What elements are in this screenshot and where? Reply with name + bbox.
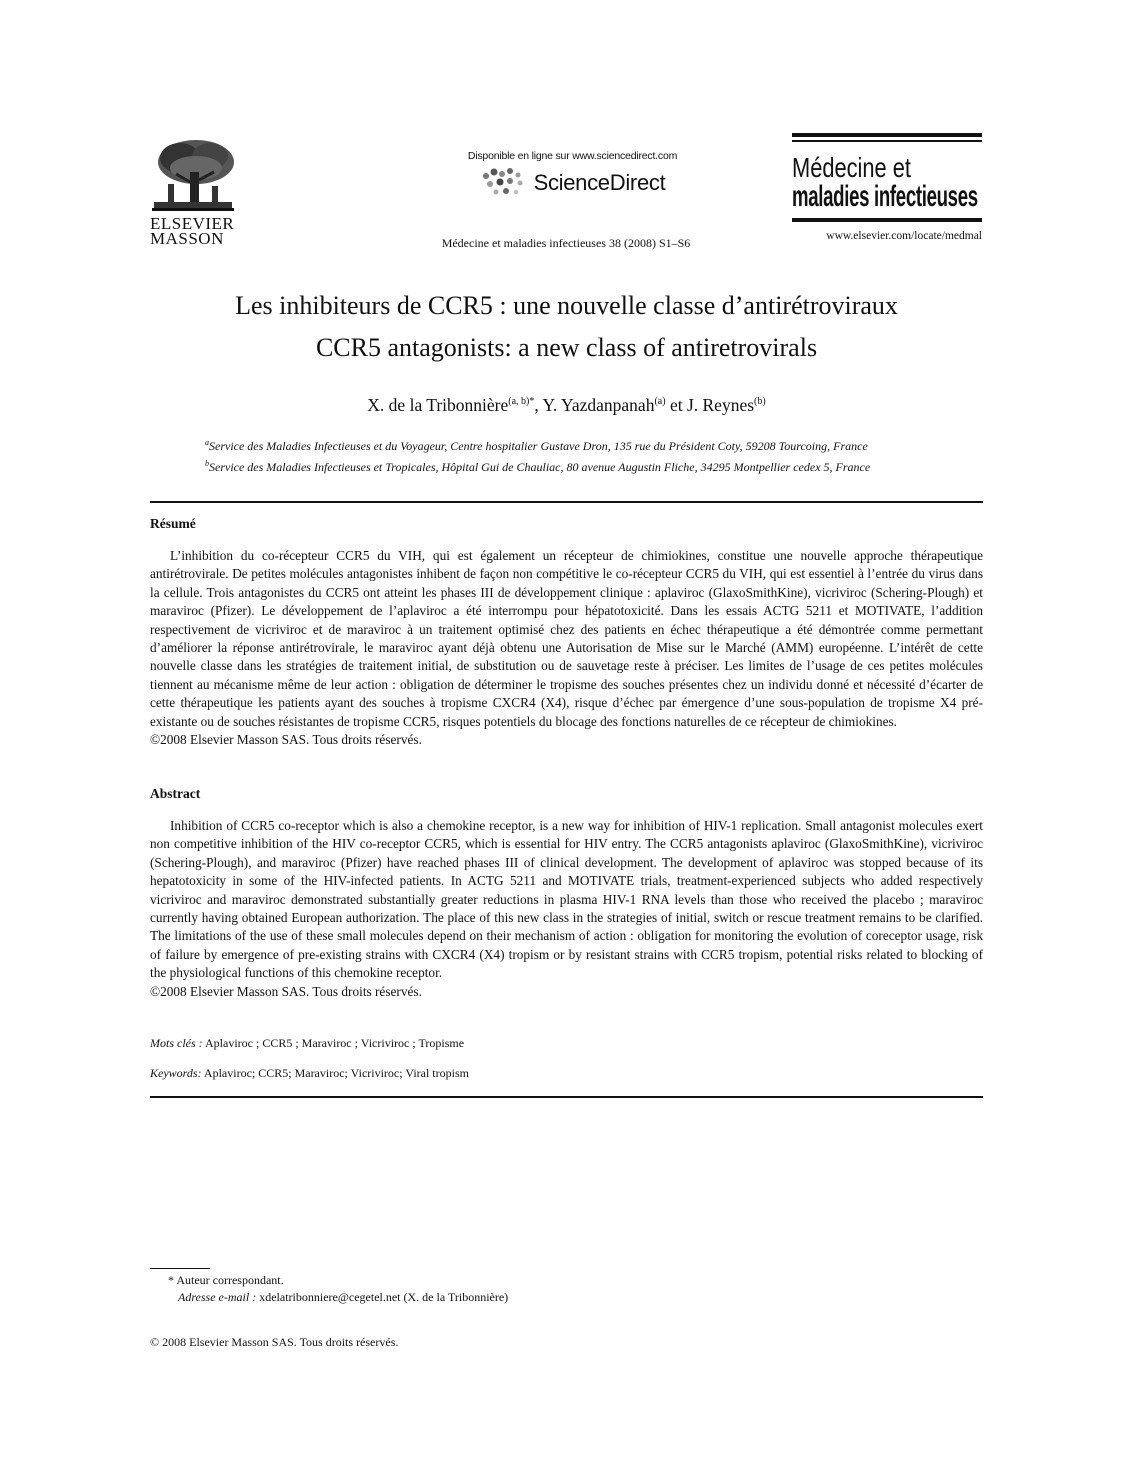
footnote-rule xyxy=(150,1268,210,1269)
abstract-body xyxy=(150,817,983,1001)
author-name: J. Reynes xyxy=(686,395,755,415)
sciencedirect-dots-icon xyxy=(480,166,528,200)
email-line xyxy=(150,1289,508,1306)
keywords-french-values: Aplaviroc ; CCR5 ; Maraviroc ; Vicriviroc ; Tropisme xyxy=(205,1036,465,1050)
author-list xyxy=(0,395,1133,416)
affiliation-text: Service des Maladies Infectieuses et Tropicales, Hôpital Gui de Chauliac, 80 avenue Augustin Fliche, 34295 Montpellier cedex 5, France xyxy=(209,460,871,474)
affiliation-b xyxy=(205,455,929,476)
elsevier-tree-icon xyxy=(150,138,236,214)
publisher-name-line2: MASSON xyxy=(150,229,224,248)
resume-text: L’inhibition du co-récepteur CCR5 du VIH, qui est également un récepteur de chimiokines, constitue une nouvelle approche thérapeutique antirétrovirale. De petites molécules antagonistes inhibent de façon non compétitive le co-récepteur CCR5 du VIH, qui est essentiel à l’entrée du virus dans la cellule. Trois antagonistes du CCR5 ont atteint les phases III de développement clinique : aplaviroc (GlaxoSmithKine), vicriviroc (Schering-Plough) et maraviroc (Pfizer). Le développement de l’aplaviroc a été interrompu pour hépatotoxicité. Dans les essais ACTG 5211 et MOTIVATE, l’addition respectivement de vicriviroc et de maraviroc à un traitement optimisé chez des patients en échec thérapeutique a été démontrée comme permettant d’améliorer la réponse antirétrovirale, le maraviroc ayant déjà obtenu une Autorisation de Mise sur le Marché (AMM) européenne. L’intérêt de cette nouvelle classe dans les stratégies de traitement initial, de substitution ou de sauvetage reste à préciser. Les limites de l’usage de ces petites molécules tiennent au mécanisme même de leur action : obligation de déterminer le tropisme des souches présentes chez un individu donné et nécessité d’écarter de cette thérapeutique les patients ayant des souches à tropisme CXCR4 (X4), risque d’échec par émergence d’une sous-population de tropisme X4 pré-existante ou de souches résistantes de tropisme CCR5, risques potentiels du blocage des fonctions naturelles de ce récepteur de chimiokines. xyxy=(150,548,983,729)
email-address[interactable]: xdelatribonniere@cegetel.net (X. de la Tribonnière) xyxy=(259,1290,509,1304)
affiliation-mark: a xyxy=(205,438,209,447)
brand-rule-top xyxy=(792,133,982,137)
page-copyright: © 2008 Elsevier Masson SAS. Tous droits réservés. xyxy=(150,1335,399,1349)
abstract-heading: Abstract xyxy=(150,786,201,801)
journal-url[interactable]: www.elsevier.com/locate/medmal xyxy=(826,229,982,242)
author-affiliation-mark: (a) xyxy=(654,396,666,408)
abstract-copyright: ©2008 Elsevier Masson SAS. Tous droits réservés. xyxy=(150,983,422,999)
author-separator: , xyxy=(534,395,543,415)
resume-body xyxy=(150,547,983,749)
keywords-english-values: Aplaviroc; CCR5; Maraviroc; Vicriviroc; Viral tropism xyxy=(203,1066,469,1080)
brand-rule-thin xyxy=(792,140,982,142)
divider-bottom xyxy=(150,1096,983,1098)
divider-top xyxy=(150,501,983,503)
publisher-name-line1: ELSEVIER xyxy=(150,214,235,233)
email-label: Adresse e-mail : xyxy=(178,1290,257,1304)
author-affiliation-mark: (a, b)* xyxy=(508,396,535,408)
affiliation-text: Service des Maladies Infectieuses et du Voyageur, Centre hospitalier Gustave Dron, 135 rue du Président Coty, 59208 Tourcoing, France xyxy=(209,439,868,453)
footnote xyxy=(150,1272,508,1306)
author-separator: et xyxy=(665,395,687,415)
journal-name-line2: maladies infectieuses xyxy=(792,179,978,213)
author-name: X. de la Tribonnière xyxy=(367,395,509,415)
author-name: Y. Yazdanpanah xyxy=(542,395,655,415)
affiliations xyxy=(205,434,929,476)
corresponding-author-note: * Auteur correspondant. xyxy=(168,1273,284,1287)
brand-rule-bottom xyxy=(792,218,982,222)
keywords-french-label: Mots clés : xyxy=(150,1036,203,1050)
journal-reference: Médecine et maladies infectieuses 38 (2008) S1–S6 xyxy=(441,236,691,250)
available-online-text: Disponible en ligne sur www.sciencedirect.com xyxy=(467,150,678,162)
affiliation-mark: b xyxy=(205,459,209,468)
elsevier-masson-logo xyxy=(150,138,236,246)
journal-brand xyxy=(792,133,982,242)
affiliation-a xyxy=(205,434,929,455)
journal-name-line1: Médecine et xyxy=(792,151,911,183)
sciencedirect-banner xyxy=(440,150,705,200)
keywords-english xyxy=(150,1066,469,1081)
keywords-english-label: Keywords: xyxy=(150,1066,202,1080)
sciencedirect-wordmark: ScienceDirect xyxy=(533,170,666,195)
article-title-french: Les inhibiteurs de CCR5 : une nouvelle classe d’antirétroviraux xyxy=(235,291,898,320)
resume-heading: Résumé xyxy=(150,516,196,531)
keywords-french xyxy=(150,1036,464,1051)
author-affiliation-mark: (b) xyxy=(754,396,766,408)
article-title-english: CCR5 antagonists: a new class of antiretrovirals xyxy=(315,333,818,362)
resume-copyright: ©2008 Elsevier Masson SAS. Tous droits réservés. xyxy=(150,732,422,748)
abstract-text: Inhibition of CCR5 co-receptor which is also a chemokine receptor, is a new way for inhibition of HIV-1 replication. Small antagonist molecules exert non competitive inhibition of the HIV co-receptor CCR5, which is essential for HIV entry. The CCR5 antagonists aplaviroc (GlaxoSmithKine), vicriviroc (Schering-Plough), and maraviroc (Pfizer) have reached phases III of clinical development. The development of aplaviroc was stopped because of its hepatotoxicity in some of the HIV-infected patients. In ACTG 5211 and MOTIVATE trials, treatment-experienced subjects who added respectively vicriviroc and maraviroc demonstrated substantially greater reductions in plasma HIV-1 RNA levels than those who received the placebo ; maraviroc currently having obtained European authorization. The place of this new class in the strategies of initial, switch or rescue treatment remains to be clarified. The limitations of the use of these small molecules depend on their mechanism of action : obligation for monitoring the evolution of coreceptor usage, risk of failure by emergence of pre-existing strains with CXCR4 (X4) tropism or by resistant strains with CCR5 tropism, potential risks related to blocking of the physiological functions of this chemokine receptor. xyxy=(150,818,983,981)
